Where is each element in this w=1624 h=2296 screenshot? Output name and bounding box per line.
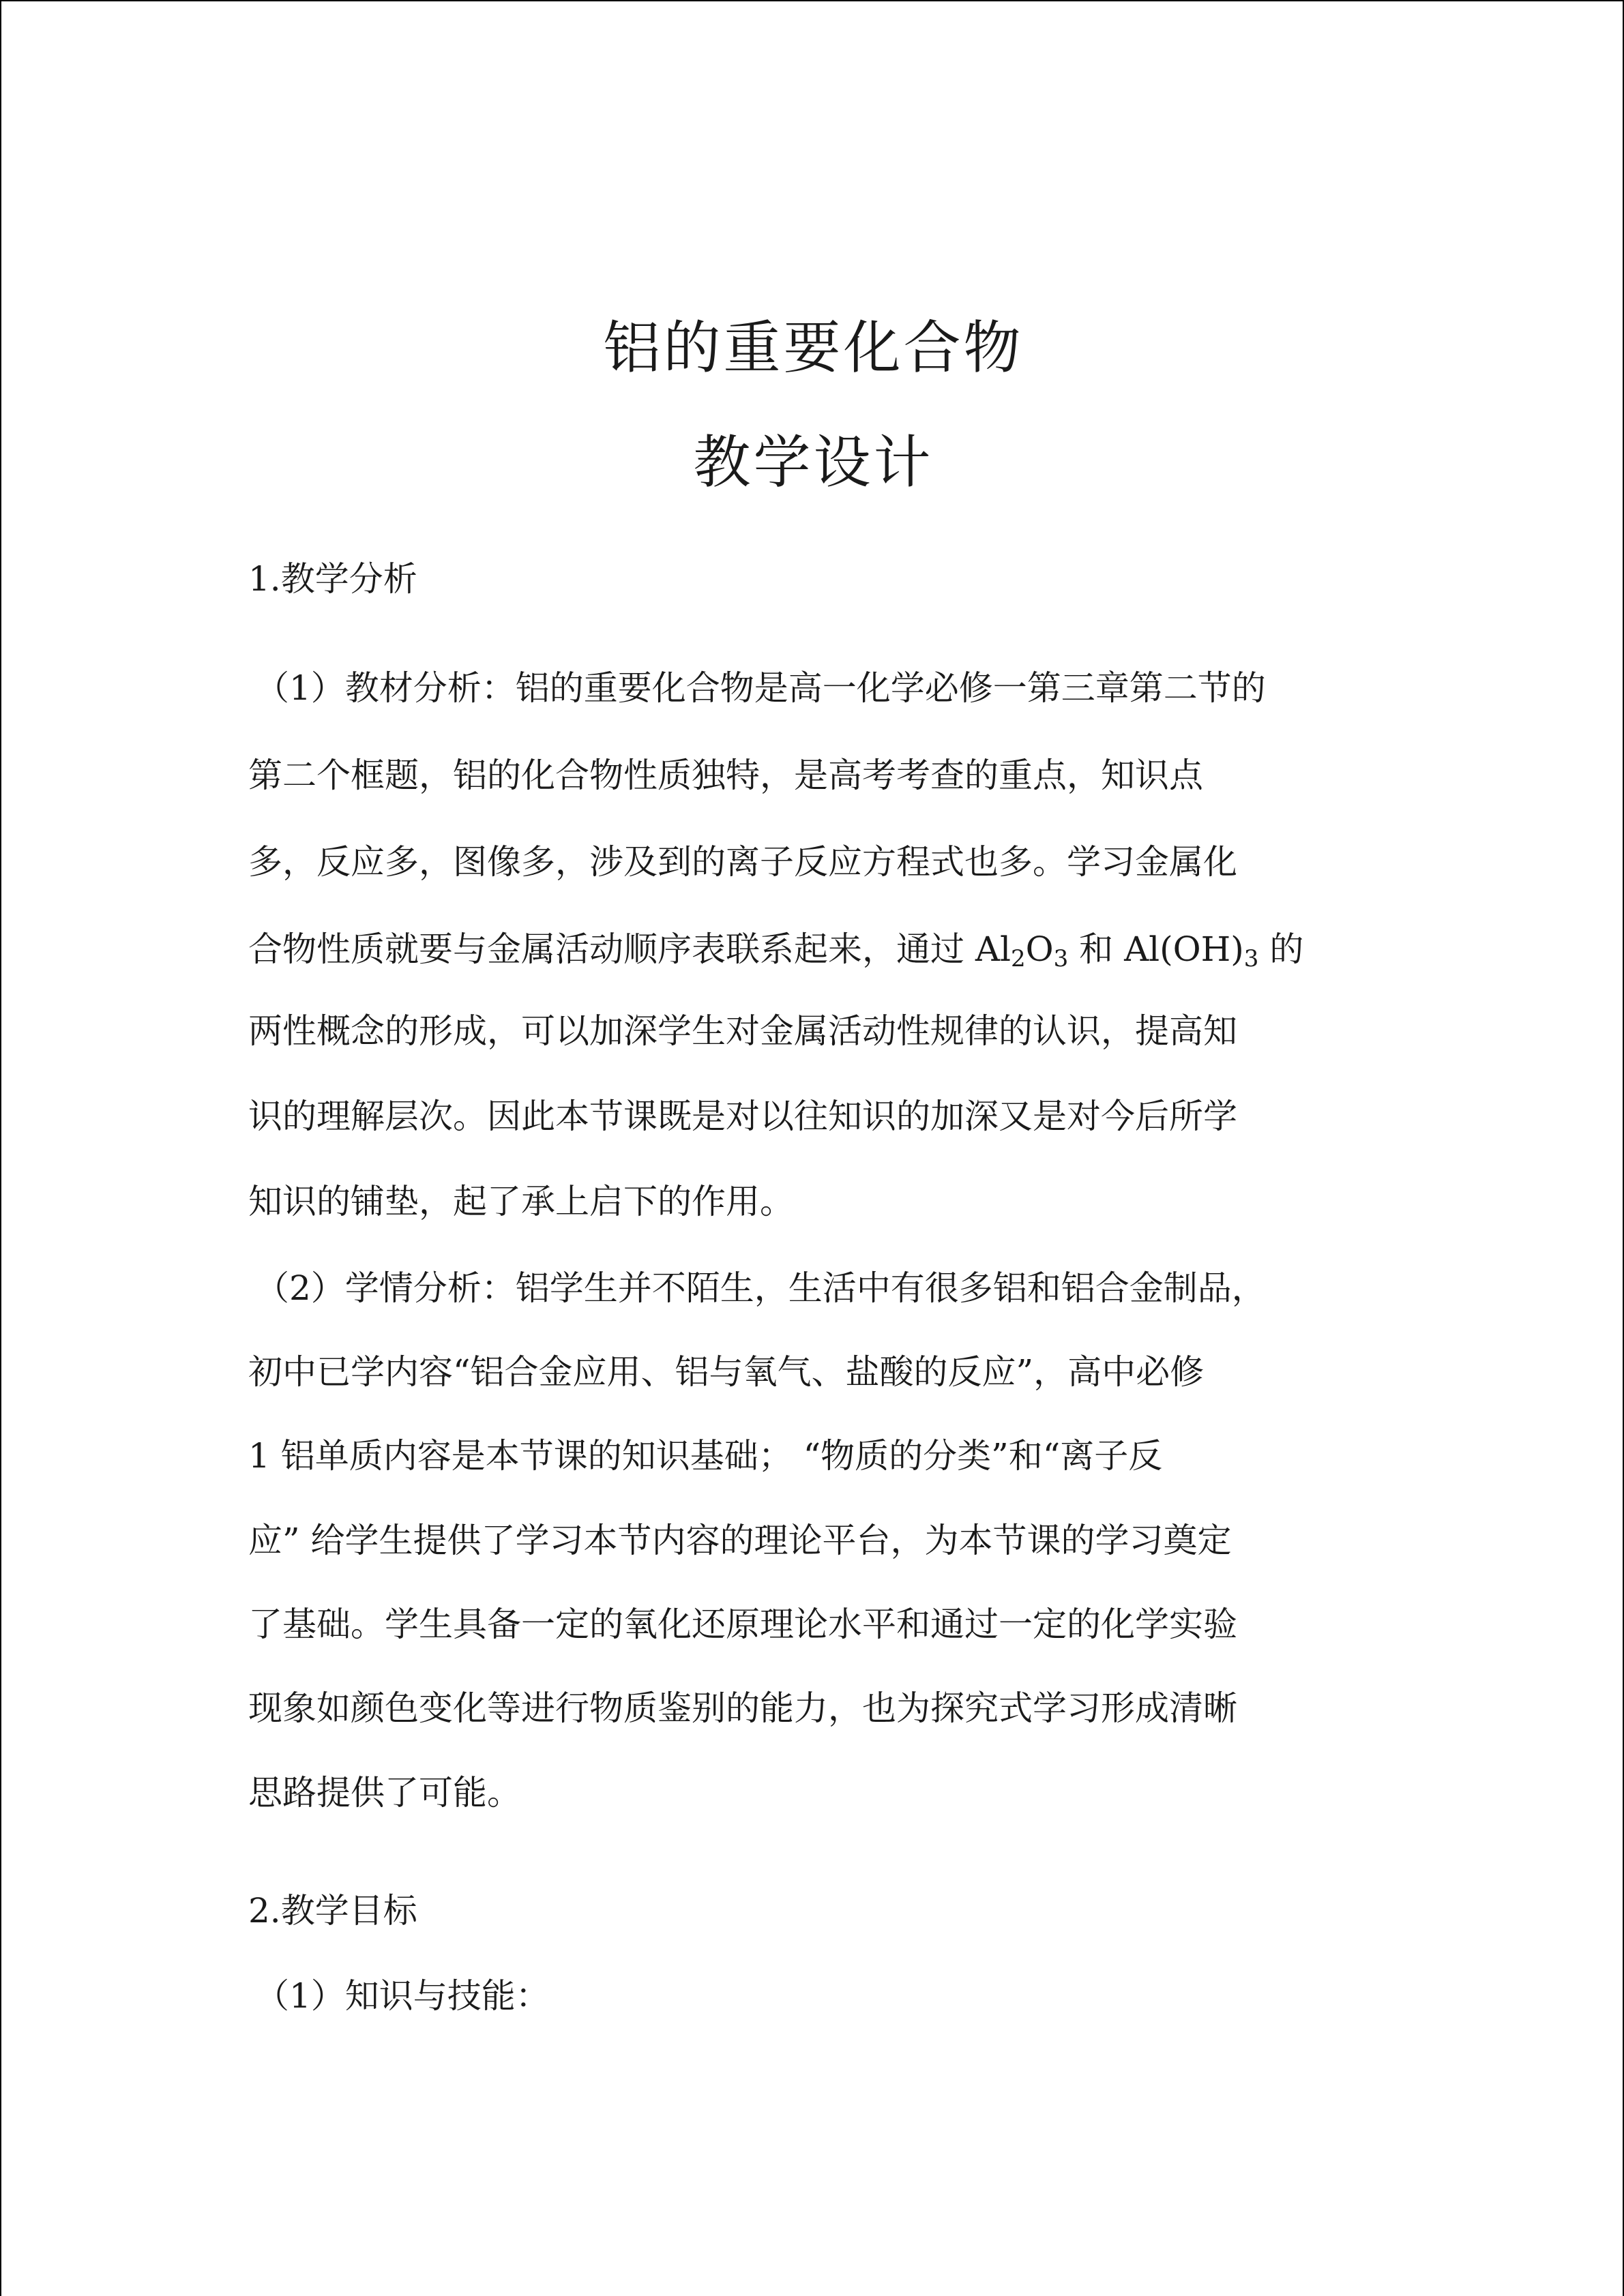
paragraph-line: 两性概念的形成，可以加深学生对金属活动性规律的认识，提高知 [248,1011,1237,1051]
paragraph-line-formula [248,929,1304,972]
paragraph-line: 知识的铺垫，起了承上启下的作用。 [248,1182,794,1221]
text-run: 和 Al(OH) [1068,929,1244,969]
section-heading-teaching-objectives: 2.教学目标 [248,1891,417,1930]
subscript: 2 [1011,945,1026,972]
paragraph-line: 1 铝单质内容是本节课的知识基础； “物质的分类”和“离子反 [248,1436,1163,1476]
text-run: 合物性质就要与金属活动顺序表联系起来，通过 Al [248,929,1011,969]
paragraph-line: 应” 给学生提供了学习本节内容的理论平台，为本节课的学习奠定 [248,1521,1232,1560]
subsection-heading-knowledge-skills: （1）知识与技能： [255,1976,550,2016]
subscript: 3 [1243,945,1259,972]
text-run: 的 [1258,929,1304,969]
paragraph-line: 识的理解层次。因此本节课既是对以往知识的加深又是对今后所学 [248,1097,1237,1136]
paragraph-line: 了基础。学生具备一定的氧化还原理论水平和通过一定的化学实验 [248,1605,1237,1644]
paragraph-line: 初中已学内容“铝合金应用、铝与氧气、盐酸的反应”，高中必修 [248,1352,1205,1392]
paragraph-line: 多，反应多，图像多，涉及到的离子反应方程式也多。学习金属化 [248,842,1237,882]
paragraph-line: 思路提供了可能。 [248,1773,521,1813]
paragraph-line: 现象如颜色变化等进行物质鉴别的能力，也为探究式学习形成清晰 [248,1688,1237,1728]
subscript: 3 [1053,945,1069,972]
document-title: 铝的重要化合物 [603,314,1024,381]
text-run: O [1025,929,1054,969]
document-subtitle: 教学设计 [693,429,934,496]
paragraph-line: （1）教材分析：铝的重要化合物是高一化学必修一第三章第二节的 [255,668,1266,708]
paragraph-line: 第二个框题，铝的化合物性质独特，是高考考查的重点，知识点 [248,756,1203,795]
paragraph-line: （2）学情分析：铝学生并不陌生，生活中有很多铝和铝合金制品， [255,1268,1266,1308]
section-heading-teaching-analysis: 1.教学分析 [248,559,417,599]
